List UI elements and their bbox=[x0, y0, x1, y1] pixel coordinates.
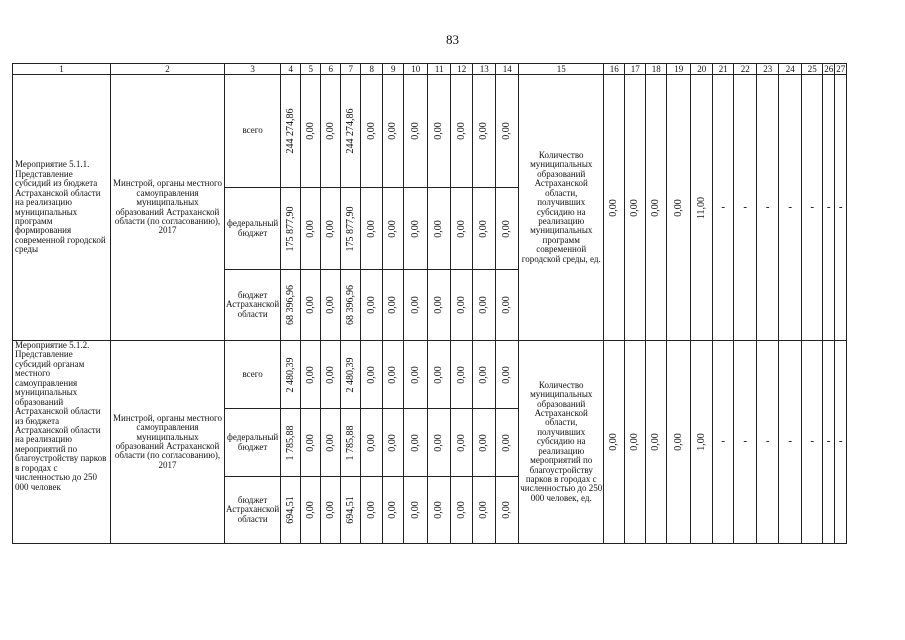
column-number: 8 bbox=[361, 64, 383, 75]
indicator-description: Количество муниципальных образований Астраханской области, получивших субсидию на реализацию мероприятий по благоустройству парков в городах с численностью до 250 000 человек, ед. bbox=[519, 341, 604, 544]
column-number: 20 bbox=[691, 64, 713, 75]
funding-value-text: 0,00 bbox=[304, 501, 316, 519]
funding-value bbox=[473, 270, 496, 341]
funding-value-text: 0,00 bbox=[432, 296, 444, 314]
funding-value-text: 0,00 bbox=[386, 296, 398, 314]
indicator-value bbox=[604, 341, 625, 544]
funding-value bbox=[451, 188, 473, 270]
indicator-value-text: 11,00 bbox=[695, 196, 707, 219]
funding-value bbox=[361, 75, 383, 188]
column-number: 26 bbox=[824, 64, 834, 74]
funding-value bbox=[451, 341, 473, 409]
funding-value-text: 0,00 bbox=[324, 219, 336, 238]
indicator-value-text: 0,00 bbox=[607, 198, 619, 217]
funding-value bbox=[281, 270, 301, 341]
funding-value-text: 0,00 bbox=[409, 296, 421, 314]
funding-value bbox=[383, 75, 404, 188]
funding-value bbox=[321, 409, 341, 477]
funding-value bbox=[428, 75, 451, 188]
empty-value-dash: - bbox=[823, 75, 835, 341]
funding-value bbox=[428, 341, 451, 409]
empty-value-dash: - bbox=[757, 75, 779, 341]
funding-value-text: 0,00 bbox=[386, 122, 398, 140]
funding-value-text: 0,00 bbox=[324, 296, 336, 314]
funding-value-text: 0,00 bbox=[432, 219, 444, 238]
funding-value bbox=[341, 188, 361, 270]
funding-value bbox=[301, 75, 321, 188]
funding-value-text: 0,00 bbox=[365, 219, 377, 238]
funding-value bbox=[383, 341, 404, 409]
funding-value-text: 0,00 bbox=[365, 433, 377, 452]
funding-value bbox=[428, 477, 451, 544]
table-row bbox=[13, 341, 847, 409]
measure-name: Мероприятие 5.1.1. Представление субсидий из бюджета Астраханской области на реализацию муниципальных программ формирования современной городской среды bbox=[13, 75, 111, 341]
funding-value bbox=[301, 341, 321, 409]
funding-value-text: 0,00 bbox=[500, 365, 512, 384]
funding-value bbox=[281, 75, 301, 188]
indicator-value-text: 0,00 bbox=[649, 433, 661, 451]
funding-value bbox=[428, 409, 451, 477]
funding-value bbox=[321, 75, 341, 188]
funding-value bbox=[383, 270, 404, 341]
funding-value-text: 0,00 bbox=[432, 501, 444, 519]
funding-value-text: 0,00 bbox=[386, 219, 398, 238]
empty-value-dash: - bbox=[734, 75, 757, 341]
funding-value-text: 0,00 bbox=[365, 365, 377, 384]
responsible-executor: Минстрой, органы местного самоуправления муниципальных образований Астраханской области (по согласованию), 2017 bbox=[111, 75, 225, 341]
funding-value-text: 0,00 bbox=[409, 122, 421, 140]
funding-value-text: 175 877,90 bbox=[344, 206, 356, 251]
funding-value-text: 1 785,88 bbox=[284, 425, 296, 460]
table-row bbox=[13, 75, 847, 188]
indicator-value-text: 0,00 bbox=[672, 433, 684, 451]
indicator-value bbox=[646, 341, 667, 544]
indicator-value bbox=[646, 75, 667, 341]
funding-value-text: 0,00 bbox=[455, 296, 467, 314]
funding-value bbox=[451, 270, 473, 341]
empty-value-dash: - bbox=[779, 341, 802, 544]
funding-value bbox=[473, 188, 496, 270]
funding-value-text: 0,00 bbox=[386, 365, 398, 384]
funding-value-text: 2 480,39 bbox=[344, 357, 356, 392]
page-number: 83 bbox=[446, 32, 459, 47]
funding-value-text: 0,00 bbox=[324, 501, 336, 519]
column-number-row bbox=[13, 64, 847, 75]
funding-value bbox=[404, 409, 428, 477]
funding-value-text: 694,51 bbox=[344, 496, 356, 524]
empty-value-dash: - bbox=[779, 75, 802, 341]
funding-value-text: 0,00 bbox=[500, 219, 512, 238]
indicator-value bbox=[625, 341, 646, 544]
empty-value-dash: - bbox=[802, 341, 823, 544]
funding-value-text: 0,00 bbox=[324, 122, 336, 140]
funding-value bbox=[281, 341, 301, 409]
column-number: 19 bbox=[667, 64, 691, 75]
funding-value-text: 0,00 bbox=[477, 122, 489, 140]
funding-value bbox=[496, 270, 519, 341]
column-number: 10 bbox=[404, 64, 428, 75]
funding-value bbox=[428, 270, 451, 341]
funding-value-text: 0,00 bbox=[304, 296, 316, 314]
funding-value bbox=[451, 477, 473, 544]
funding-value-text: 0,00 bbox=[477, 219, 489, 238]
funding-value-text: 0,00 bbox=[304, 219, 316, 238]
funding-value bbox=[301, 188, 321, 270]
funding-value-text: 68 396,96 bbox=[344, 285, 356, 325]
funding-value-text: 0,00 bbox=[500, 433, 512, 452]
funding-value-text: 0,00 bbox=[304, 365, 316, 384]
column-number: 24 bbox=[779, 64, 802, 75]
funding-value bbox=[496, 188, 519, 270]
funding-value-text: 0,00 bbox=[386, 433, 398, 452]
column-number: 1 bbox=[13, 64, 111, 75]
funding-value-text: 0,00 bbox=[477, 433, 489, 452]
column-number: 2 bbox=[111, 64, 225, 75]
funding-value-text: 0,00 bbox=[365, 296, 377, 314]
column-number: 17 bbox=[625, 64, 646, 75]
funding-value-text: 0,00 bbox=[455, 122, 467, 140]
indicator-value-text: 0,00 bbox=[672, 198, 684, 217]
funding-value-text: 694,51 bbox=[284, 496, 296, 524]
funding-value bbox=[341, 270, 361, 341]
funding-value bbox=[341, 477, 361, 544]
funding-value-text: 0,00 bbox=[365, 501, 377, 519]
column-number: 21 bbox=[713, 64, 734, 75]
funding-value bbox=[404, 270, 428, 341]
funding-value bbox=[281, 188, 301, 270]
funding-value bbox=[496, 409, 519, 477]
funding-value bbox=[361, 341, 383, 409]
funding-value bbox=[451, 409, 473, 477]
funding-value-text: 0,00 bbox=[432, 365, 444, 384]
funding-value bbox=[496, 477, 519, 544]
column-number: 23 bbox=[757, 64, 779, 75]
empty-value-dash: - bbox=[835, 341, 847, 544]
funding-value bbox=[496, 341, 519, 409]
indicator-description: Количество муниципальных образований Астраханской области, получивших субсидию на реализацию муниципальных программ современной городской среды, ед. bbox=[519, 75, 604, 341]
funding-value-text: 0,00 bbox=[477, 365, 489, 384]
funding-source-label: всего bbox=[225, 341, 281, 409]
funding-value bbox=[383, 477, 404, 544]
funding-value-text: 0,00 bbox=[500, 296, 512, 314]
funding-value bbox=[321, 188, 341, 270]
funding-value-text: 0,00 bbox=[455, 501, 467, 519]
indicator-value bbox=[667, 75, 691, 341]
column-number: 9 bbox=[383, 64, 404, 75]
column-number: 3 bbox=[225, 64, 281, 75]
empty-value-dash: - bbox=[757, 341, 779, 544]
funding-value bbox=[301, 477, 321, 544]
empty-value-dash: - bbox=[835, 75, 847, 341]
column-number: 15 bbox=[519, 64, 604, 75]
indicator-value-text: 0,00 bbox=[628, 433, 640, 451]
funding-value bbox=[281, 409, 301, 477]
funding-value-text: 0,00 bbox=[365, 122, 377, 140]
funding-value-text: 0,00 bbox=[477, 296, 489, 314]
funding-value-text: 0,00 bbox=[324, 433, 336, 452]
column-number: 25 bbox=[802, 64, 823, 75]
column-number: 14 bbox=[496, 64, 519, 75]
responsible-executor: Минстрой, органы местного самоуправления муниципальных образований Астраханской области (по согласованию), 2017 bbox=[111, 341, 225, 544]
funding-value bbox=[451, 75, 473, 188]
funding-value-text: 0,00 bbox=[324, 365, 336, 384]
indicator-value bbox=[625, 75, 646, 341]
indicator-value bbox=[604, 75, 625, 341]
funding-value-text: 0,00 bbox=[500, 122, 512, 140]
funding-source-label: бюджет Астраханской области bbox=[225, 477, 281, 544]
column-number: 4 bbox=[281, 64, 301, 75]
funding-source-label: федеральный бюджет bbox=[225, 188, 281, 270]
column-number: 13 bbox=[473, 64, 496, 75]
funding-value bbox=[383, 409, 404, 477]
funding-value bbox=[301, 409, 321, 477]
empty-value-dash: - bbox=[734, 341, 757, 544]
column-number: 5 bbox=[301, 64, 321, 75]
column-number: 22 bbox=[734, 64, 757, 75]
funding-value bbox=[383, 188, 404, 270]
funding-value bbox=[496, 75, 519, 188]
funding-value bbox=[361, 188, 383, 270]
funding-value-text: 0,00 bbox=[432, 433, 444, 452]
funding-value bbox=[321, 341, 341, 409]
funding-value-text: 0,00 bbox=[409, 433, 421, 452]
funding-value bbox=[473, 341, 496, 409]
column-number: 6 bbox=[321, 64, 341, 75]
empty-value-dash: - bbox=[802, 75, 823, 341]
funding-value bbox=[473, 477, 496, 544]
indicator-value-text: 1,00 bbox=[695, 433, 707, 451]
column-number: 18 bbox=[646, 64, 667, 75]
funding-value-text: 244 274,86 bbox=[284, 108, 296, 154]
funding-value-text: 0,00 bbox=[386, 501, 398, 519]
funding-value-text: 0,00 bbox=[409, 219, 421, 238]
indicator-value bbox=[691, 341, 713, 544]
funding-value bbox=[404, 477, 428, 544]
empty-value-dash: - bbox=[713, 341, 734, 544]
funding-value bbox=[404, 75, 428, 188]
funding-value-text: 244 274,86 bbox=[344, 108, 356, 154]
funding-value-text: 0,00 bbox=[304, 433, 316, 452]
funding-value-text: 0,00 bbox=[500, 501, 512, 519]
column-number: 12 bbox=[451, 64, 473, 75]
funding-value bbox=[404, 188, 428, 270]
funding-value-text: 0,00 bbox=[409, 365, 421, 384]
funding-source-label: федеральный бюджет bbox=[225, 409, 281, 477]
measure-name: Мероприятие 5.1.2. Представление субсидий органам местного самоуправления муниципальных образований Астраханской области из бюджета Астраханской области на реализацию мероприятий по благоустройству парков в городах с численностью до 250 000 человек bbox=[13, 341, 111, 544]
funding-value-text: 0,00 bbox=[455, 365, 467, 384]
column-number: 16 bbox=[604, 64, 625, 75]
funding-value-text: 0,00 bbox=[432, 122, 444, 140]
funding-value bbox=[321, 477, 341, 544]
indicator-value bbox=[667, 341, 691, 544]
column-number: 7 bbox=[341, 64, 361, 75]
empty-value-dash: - bbox=[823, 341, 835, 544]
indicator-value-text: 0,00 bbox=[628, 198, 640, 217]
column-number: 27 bbox=[836, 64, 846, 74]
indicator-value-text: 0,00 bbox=[607, 433, 619, 451]
indicator-value-text: 0,00 bbox=[649, 198, 661, 217]
funding-value bbox=[473, 75, 496, 188]
indicator-value bbox=[691, 75, 713, 341]
funding-value-text: 0,00 bbox=[455, 433, 467, 452]
funding-value bbox=[321, 270, 341, 341]
funding-value bbox=[361, 409, 383, 477]
funding-source-label: бюджет Астраханской области bbox=[225, 270, 281, 341]
funding-value-text: 0,00 bbox=[409, 501, 421, 519]
funding-value bbox=[281, 477, 301, 544]
funding-value-text: 0,00 bbox=[455, 219, 467, 238]
funding-value bbox=[361, 477, 383, 544]
funding-value-text: 68 396,96 bbox=[284, 285, 296, 325]
funding-value bbox=[341, 75, 361, 188]
funding-value-text: 175 877,90 bbox=[284, 206, 296, 251]
funding-value-text: 2 480,39 bbox=[284, 357, 296, 392]
funding-value-text: 0,00 bbox=[304, 122, 316, 140]
funding-value-text: 1 785,88 bbox=[344, 425, 356, 460]
funding-value bbox=[301, 270, 321, 341]
funding-value bbox=[361, 270, 383, 341]
funding-value bbox=[341, 409, 361, 477]
program-table bbox=[12, 63, 847, 544]
empty-value-dash: - bbox=[713, 75, 734, 341]
funding-source-label: всего bbox=[225, 75, 281, 188]
funding-value bbox=[341, 341, 361, 409]
column-number: 11 bbox=[428, 64, 451, 75]
funding-value bbox=[404, 341, 428, 409]
funding-value bbox=[428, 188, 451, 270]
funding-value bbox=[473, 409, 496, 477]
funding-value-text: 0,00 bbox=[477, 501, 489, 519]
